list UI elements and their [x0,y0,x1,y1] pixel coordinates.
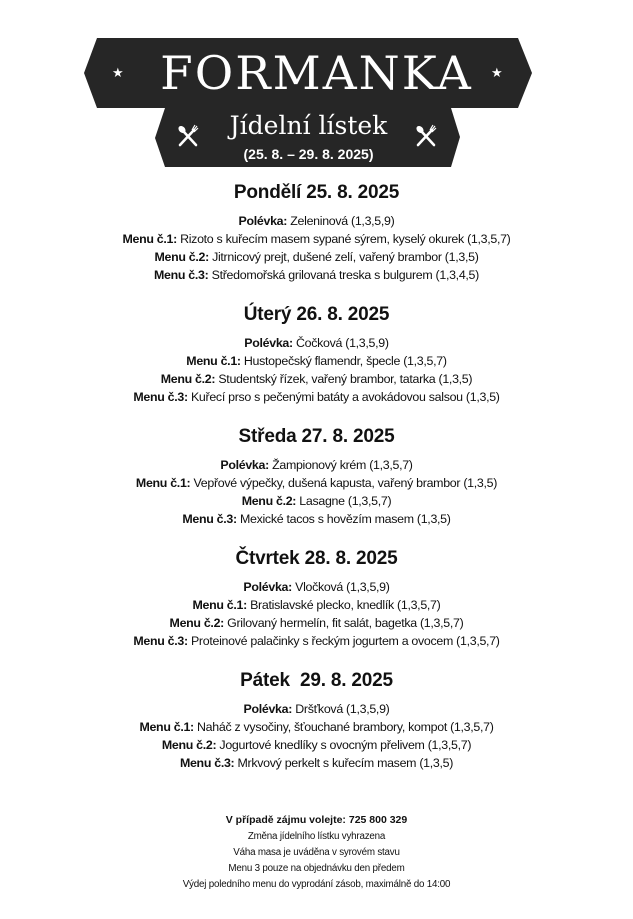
item-text: Jogurtové knedlíky s ovocným přelivem (1,3,5,7) [216,738,472,752]
day-section-tuesday [0,302,633,406]
menu-line-2 [0,736,633,754]
item-label: Polévka: [220,458,269,472]
menu-line-2 [0,370,633,388]
item-text: Naháč z vysočiny, šťouchané brambory, kompot (1,3,5,7) [193,720,494,734]
menu-subtitle: Jídelní lístek [229,111,388,140]
menu-line-2 [0,248,633,266]
menu-line-soup [0,700,633,718]
menu-line-1 [0,718,633,736]
item-text: Rizoto s kuřecím masem sypané sýrem, kyselý okurek (1,3,5,7) [176,232,511,246]
menu-line-2 [0,614,633,632]
menu-line-3 [0,754,633,772]
day-title: Pondělí 25. 8. 2025 [233,182,400,203]
item-label: Menu č.2: [161,738,217,752]
item-label: Polévka: [243,702,293,716]
item-label: Menu č.2: [154,250,209,264]
menu-line-1 [0,596,633,614]
day-section-friday [0,668,633,772]
item-label: Menu č.3: [182,512,237,526]
menu-line-soup [0,212,633,230]
item-text: Jitrnicový prejt, dušené zelí, vařený brambor (1,3,5) [208,250,479,264]
item-label: Menu č.1: [122,232,177,246]
item-label: Menu č.3: [133,634,188,648]
item-text: Mrkvový perkelt s kuřecím masem (1,3,5) [234,756,454,770]
item-label: Polévka: [244,336,293,350]
item-text: Mexické tacos s hovězím masem (1,3,5) [236,512,451,526]
item-label: Menu č.2: [160,372,216,386]
item-text: Studentský řízek, vařený brambor, tatarka (1,3,5) [215,372,473,386]
item-label: Polévka: [243,580,292,594]
menu-line-1 [0,352,633,370]
item-text: Čočková (1,3,5,9) [292,336,389,350]
item-label: Menu č.1: [192,598,247,612]
item-label: Menu č.2: [169,616,224,630]
footer-note: Výdej poledního menu do vyprodání zásob, maximálně do 14:00 [182,879,451,890]
date-range: (25. 8. – 29. 8. 2025) [243,146,374,162]
contact-phone: V případě zájmu volejte: 725 800 329 [225,814,408,826]
footer [0,812,633,893]
item-text: Středomořská grilovaná treska s bulgurem (1,3,4,5) [208,268,479,282]
menu-line-3 [0,388,633,406]
menu-line-1 [0,230,633,248]
menu-line-2 [0,492,633,510]
item-label: Menu č.3: [133,390,188,404]
menu-line-soup [0,334,633,352]
day-section-monday [0,180,633,284]
item-label: Menu č.2: [241,494,297,508]
menu-line-3 [0,266,633,284]
star-icon: ★ [491,65,503,80]
item-label: Menu č.1: [186,354,241,368]
footer-note: Váha masa je uváděna v syrovém stavu [233,847,400,858]
restaurant-name: FORMANKA [160,46,473,100]
star-icon: ★ [112,65,124,80]
menu-content [0,180,633,790]
menu-line-soup [0,456,633,474]
day-title: Úterý 26. 8. 2025 [243,304,390,325]
item-label: Polévka: [238,214,288,228]
item-text: Hustopečský flamendr, špecle (1,3,5,7) [240,354,447,368]
header-banner [0,0,633,175]
item-label: Menu č.3: [154,268,209,282]
item-text: Proteinové palačinky s řeckým jogurtem a ovocem (1,3,5,7) [187,634,500,648]
item-label: Menu č.1: [135,476,191,490]
item-text: Dršťková (1,3,5,9) [292,702,390,716]
item-text: Zeleninová (1,3,5,9) [287,214,395,228]
item-label: Menu č.3: [179,756,235,770]
menu-line-3 [0,632,633,650]
item-text: Kuřecí prso s pečenými batáty a avokádovou salsou (1,3,5) [187,390,500,404]
item-text: Lasagne (1,3,5,7) [296,494,392,508]
day-title: Pátek 29. 8. 2025 [240,670,393,691]
day-title: Čtvrtek 28. 8. 2025 [235,548,398,569]
menu-line-soup [0,578,633,596]
menu-line-1 [0,474,633,492]
footer-note: Změna jídelního lístku vyhrazena [247,831,386,842]
day-section-thursday [0,546,633,650]
footer-note: Menu 3 pouze na objednávku den předem [228,863,405,874]
item-label: Menu č.1: [139,720,194,734]
item-text: Grilovaný hermelín, fit salát, bagetka (1,3,5,7) [224,616,464,630]
day-title: Středa 27. 8. 2025 [238,426,395,447]
item-text: Žampionový krém (1,3,5,7) [268,458,413,472]
item-text: Bratislavské plecko, knedlík (1,3,5,7) [246,598,441,612]
item-text: Vločková (1,3,5,9) [291,580,390,594]
item-text: Vepřové výpečky, dušená kapusta, vařený brambor (1,3,5) [190,476,498,490]
day-section-wednesday [0,424,633,528]
menu-line-3 [0,510,633,528]
